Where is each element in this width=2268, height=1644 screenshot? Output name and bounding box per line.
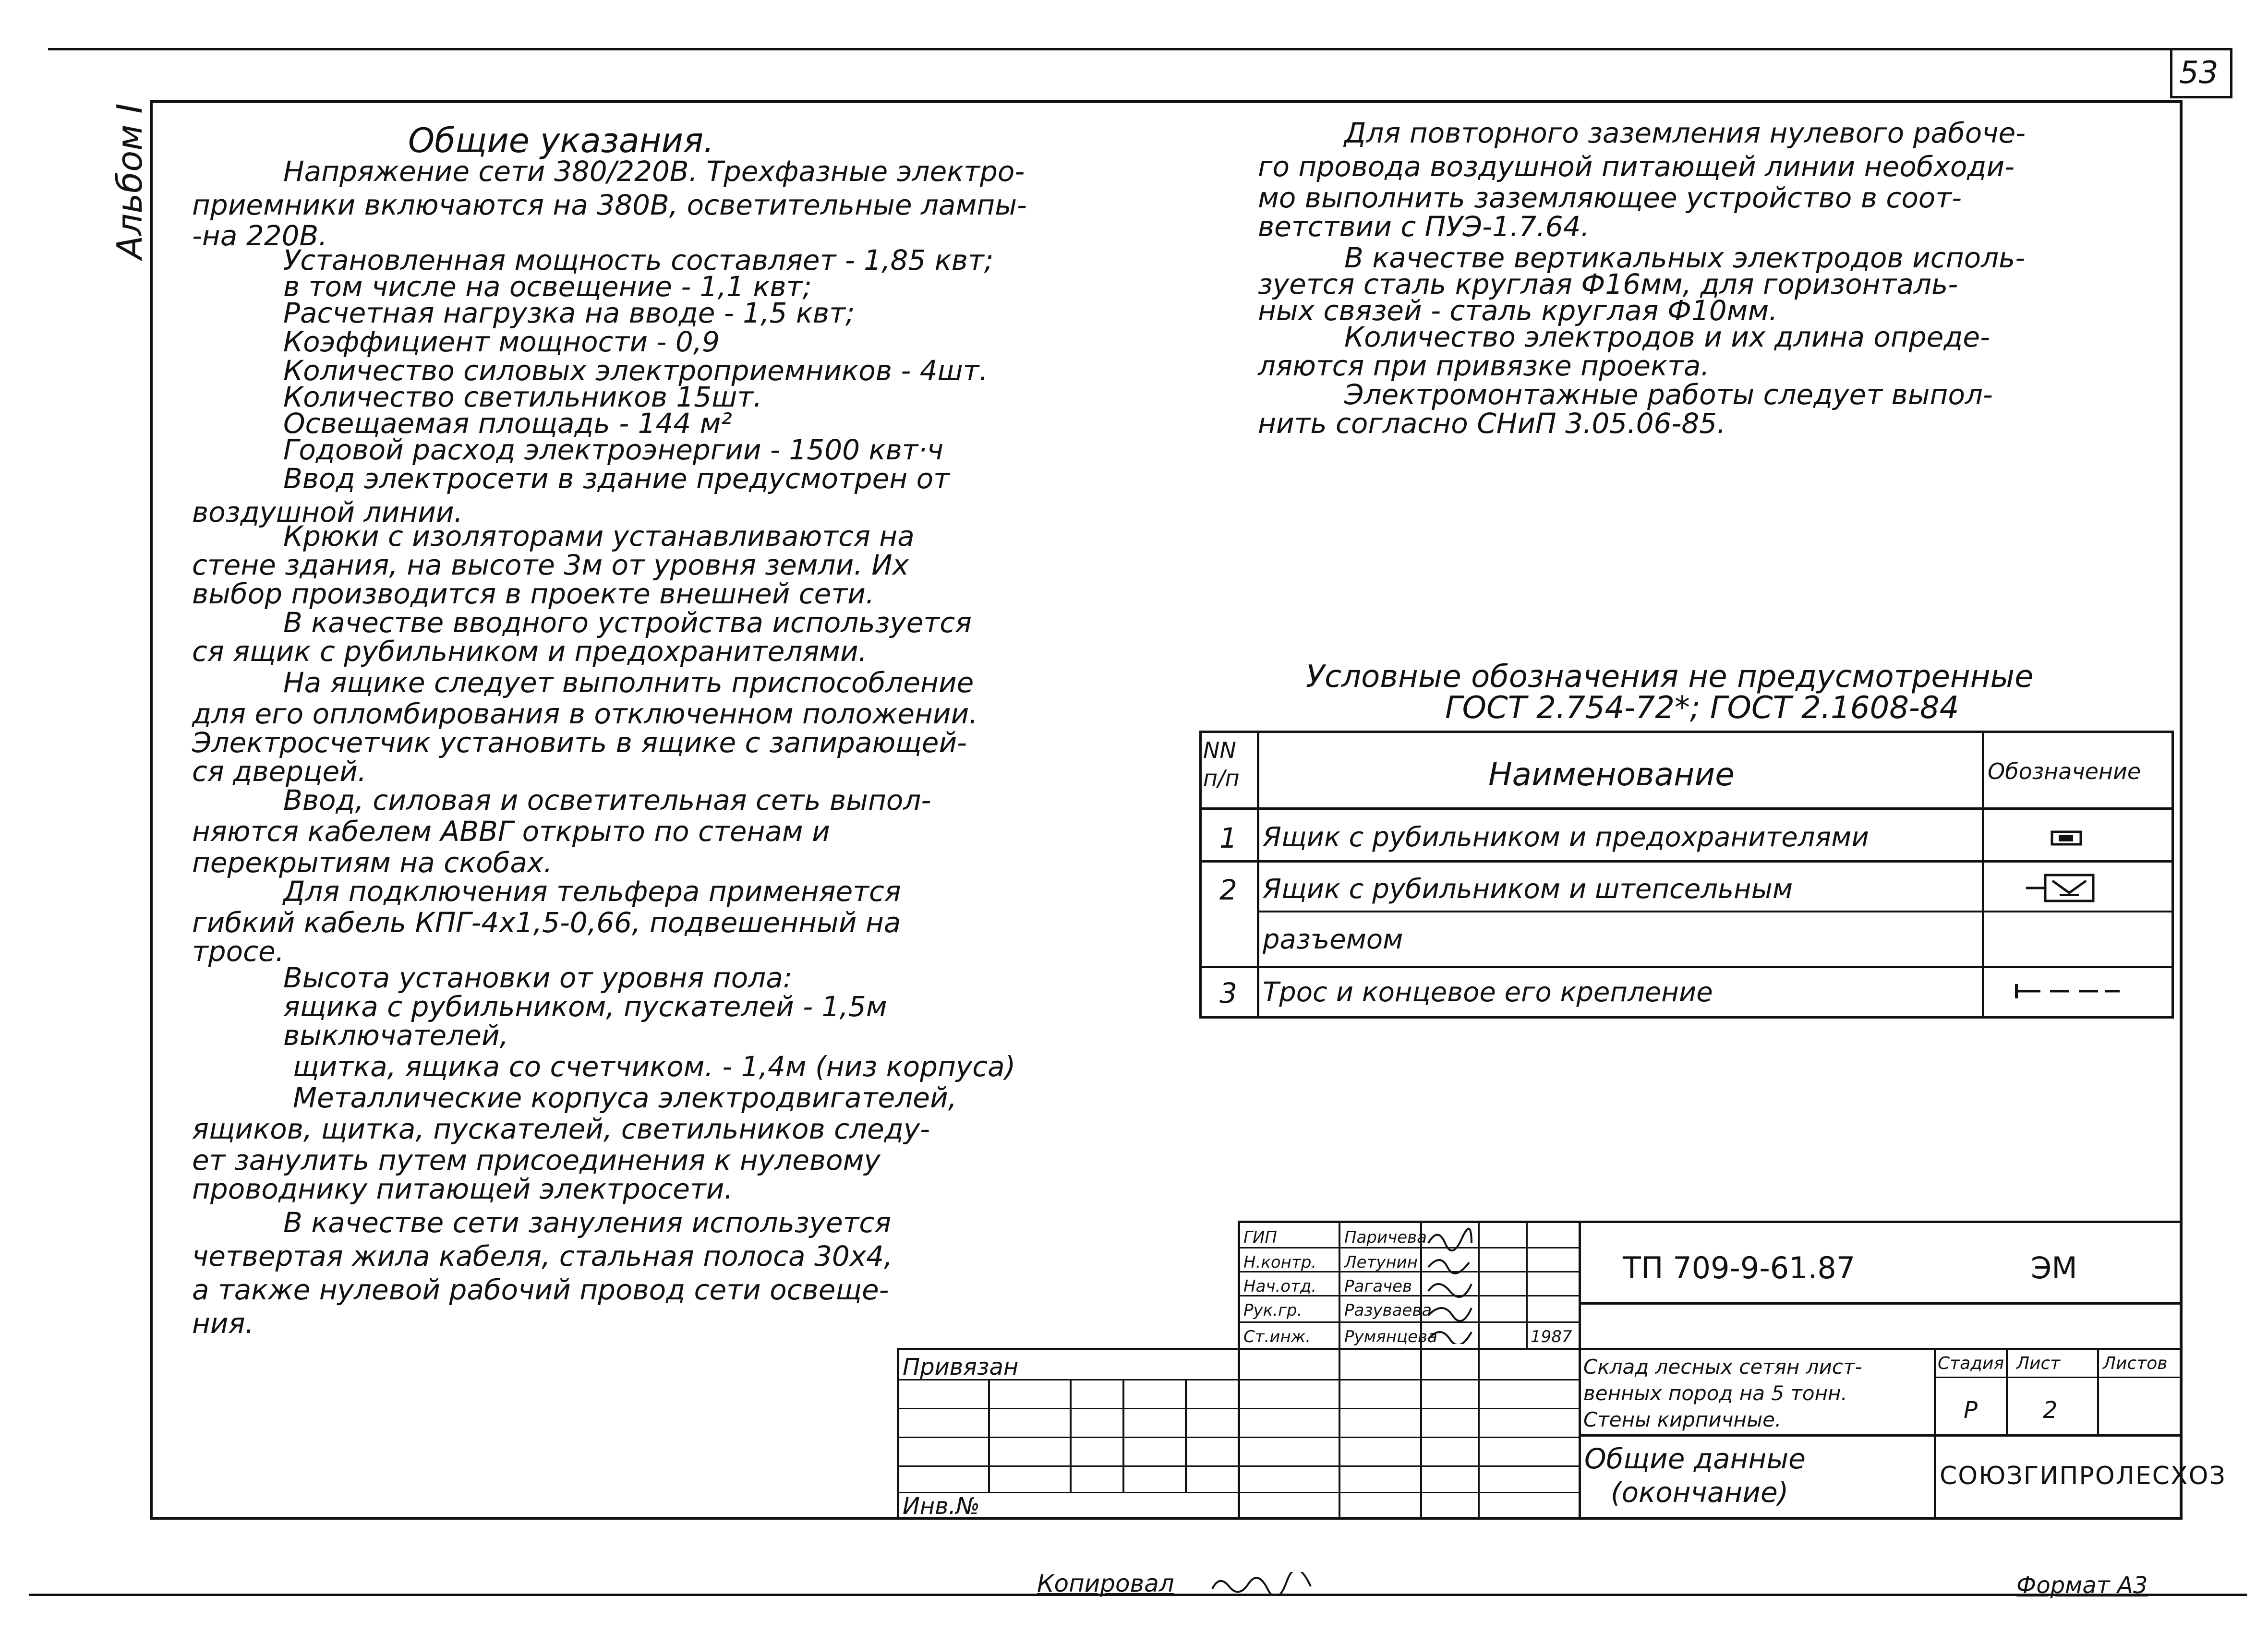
tb-row-line <box>1238 1321 1579 1323</box>
legend-row-divider <box>1199 860 2174 863</box>
signatures-icon <box>1424 1224 1476 1344</box>
legend-col-divider <box>1982 731 1984 1019</box>
legend-row-name: Трос и концевое его крепление <box>1263 977 1713 1008</box>
note-line: Расчетная нагрузка на вводе - 1,5 квт; <box>283 297 855 329</box>
tb-grid-line <box>1070 1379 1072 1492</box>
name-rukgr: Разуваева <box>1344 1301 1432 1320</box>
socket-box-symbol-icon <box>2026 871 2112 905</box>
note-line: в том числе на освещение - 1,1 квт; <box>283 270 812 303</box>
note-line: Ввод электросети в здание предусмотрен от <box>283 462 950 495</box>
privyazan-label: Привязан <box>903 1354 1019 1380</box>
doc-code: ТП 709-9-61.87 <box>1623 1250 1856 1285</box>
note-line: приемники включаются на 380В, осветительные лампы- <box>192 189 1027 221</box>
note-line: ящика с рубильником, пускателей - 1,5м <box>283 990 887 1023</box>
note-line: Количество электродов и их длина опреде- <box>1344 321 1991 353</box>
name-stinzh: Румянцева <box>1344 1327 1437 1346</box>
note-line: Установленная мощность составляет - 1,85 квт; <box>283 244 994 276</box>
note-line: воздушной линии. <box>192 496 463 528</box>
tb-grid-line <box>1420 1221 1422 1518</box>
note-line: четвертая жила кабеля, стальная полоса 30х4, <box>192 1240 893 1272</box>
album-label: Альбом I <box>109 103 150 259</box>
doc-mark: ЭМ <box>2031 1250 2077 1285</box>
note-line: Электросчетчик установить в ящике с запирающей- <box>192 726 967 759</box>
note-line: ет занулить путем присоединения к нулевому <box>192 1144 881 1176</box>
tb-grid-line <box>1339 1221 1340 1518</box>
legend-row-num: 3 <box>1219 977 1237 1009</box>
note-line: ветствии с ПУЭ-1.7.64. <box>1258 210 1590 243</box>
tb-grid-line <box>1579 1221 1581 1518</box>
note-line: ляются при привязке проекта. <box>1258 349 1710 382</box>
note-line: стене здания, на высоте 3м от уровня земли. Их <box>192 549 909 581</box>
tb-row-line <box>897 1437 1579 1438</box>
tb-top-line <box>1238 1221 2183 1223</box>
sheet-number-box <box>2170 48 2232 98</box>
format-label: Формат А3 <box>2016 1572 2148 1599</box>
legend-header-symbol: Обозначение <box>1988 758 2141 784</box>
sheet-value: 2 <box>2043 1397 2058 1424</box>
tb-privyazan-top <box>897 1348 2183 1350</box>
note-line: ния. <box>192 1307 254 1340</box>
note-line: В качестве вертикальных электродов исполь- <box>1344 241 2026 274</box>
note-line: Годовой расход электроэнергии - 1500 квт·ч <box>283 433 944 466</box>
tb-grid-line <box>1934 1348 1936 1518</box>
note-line: гибкий кабель КПГ-4х1,5-0,66, подвешенный на <box>192 906 901 939</box>
tb-grid-line <box>1185 1379 1187 1492</box>
top-trim-line <box>48 48 2180 50</box>
tb-row-line <box>897 1408 1579 1409</box>
note-line: перекрытиям на скобах. <box>192 846 553 879</box>
note-line: проводнику питающей электросети. <box>192 1173 733 1205</box>
legend-row-name: разъемом <box>1263 924 1403 955</box>
legend-header-name: Наименование <box>1488 756 1735 793</box>
role-rukgr: Рук.гр. <box>1243 1301 1303 1320</box>
sheet-label: Лист <box>2016 1354 2061 1373</box>
legend-title: Условные обозначения не предусмотренные <box>1306 659 2034 695</box>
legend-row-name: Ящик с рубильником и предохранителями <box>1263 822 1869 853</box>
note-line: Электромонтажные работы следует выпол- <box>1344 378 1993 411</box>
tb-grid-line <box>2097 1348 2099 1434</box>
name-gip: Паричева <box>1344 1228 1427 1247</box>
note-line: ся ящик с рубильником и предохранителями. <box>192 635 868 668</box>
note-line: няются кабелем АВВГ открыто по стенам и <box>192 815 830 848</box>
note-line: для его опломбирования в отключенном положении. <box>192 697 978 730</box>
note-line: а также нулевой рабочий провод сети освеще- <box>192 1273 889 1306</box>
legend-col-divider <box>1257 731 1259 1019</box>
role-stinzh: Ст.инж. <box>1243 1327 1311 1346</box>
note-line: тросе. <box>192 935 285 968</box>
tb-grid-line <box>1478 1221 1480 1518</box>
note-line: выключателей, <box>283 1019 509 1052</box>
stage-label: Стадия <box>1938 1354 2004 1373</box>
tb-row-line <box>897 1492 1579 1493</box>
cable-anchor-symbol-icon <box>2012 979 2122 1003</box>
note-line: Металлические корпуса электродвигателей, <box>293 1081 957 1114</box>
tb-grid-line <box>2006 1348 2008 1434</box>
legend-subtitle: ГОСТ 2.754-72*; ГОСТ 2.1608-84 <box>1445 690 1959 726</box>
note-line: Освещаемая площадь - 144 м² <box>283 407 732 440</box>
legend-header-num: NN п/п <box>1203 737 1240 791</box>
breaker-box-symbol-icon <box>2050 828 2084 847</box>
role-gip: ГИП <box>1243 1228 1277 1247</box>
legend-row-divider <box>1257 911 2174 912</box>
tb-row-line <box>897 1465 1579 1467</box>
note-line: Коэффициент мощности - 0,9 <box>283 325 720 358</box>
note-line: щитка, ящика со счетчиком. - 1,4м (низ корпуса) <box>293 1050 1016 1083</box>
legend-row-divider <box>1199 807 2174 810</box>
note-line: ся дверцей. <box>192 755 367 788</box>
tb-grid-line <box>1238 1221 1240 1518</box>
copier-signature-icon <box>1210 1572 1315 1596</box>
project-title-line: Стены кирпичные. <box>1583 1408 1782 1431</box>
name-nkontr: Летунин <box>1344 1253 1418 1272</box>
note-line: Количество светильников 15шт. <box>283 381 762 413</box>
tb-row-line <box>1579 1302 2183 1305</box>
inventory-label: Инв.№ <box>903 1493 980 1520</box>
note-line: Ввод, силовая и осветительная сеть выпол- <box>283 784 931 816</box>
drawing-title-line: Общие данные <box>1584 1442 1806 1475</box>
role-nkontr: Н.контр. <box>1243 1253 1317 1272</box>
note-line: Для подключения тельфера применяется <box>283 875 901 908</box>
note-line: ящиков, щитка, пускателей, светильников следу- <box>192 1113 930 1145</box>
note-line: Напряжение сети 380/220В. Трехфазные электро- <box>283 155 1025 188</box>
year: 1987 <box>1531 1327 1572 1346</box>
tb-row-line <box>1579 1434 2183 1437</box>
organization: СОЮЗГИПРОЛЕСХОЗ <box>1940 1462 2226 1490</box>
legend-row-name: Ящик с рубильником и штепсельным <box>1263 874 1793 905</box>
note-line: В качестве вводного устройства используется <box>283 606 972 639</box>
tb-grid-line <box>1526 1221 1528 1348</box>
note-line: На ящике следует выполнить приспособление <box>283 666 974 699</box>
copied-by-label: Копировал <box>1037 1570 1174 1597</box>
note-line: Высота установки от уровня пола: <box>283 961 793 994</box>
legend-row-num: 2 <box>1219 874 1237 906</box>
general-notes-heading: Общие указания. <box>408 121 714 160</box>
tb-grid-line <box>1122 1379 1124 1492</box>
note-line: В качестве сети зануления используется <box>283 1206 892 1239</box>
drawing-title-line: (окончание) <box>1611 1476 1789 1509</box>
project-title-line: Склад лесных сетян лист- <box>1583 1355 1862 1379</box>
sheet-number: 53 <box>2179 55 2219 91</box>
legend-row-num: 1 <box>1219 822 1237 854</box>
note-line: мо выполнить заземляющее устройство в соот- <box>1258 181 1962 214</box>
note-line: зуется сталь круглая Ф16мм, для горизонталь- <box>1258 268 1958 300</box>
note-line: го провода воздушной питающей линии необходи- <box>1258 150 2015 183</box>
note-line: Для повторного заземления нулевого рабоче- <box>1344 117 2026 149</box>
note-line: Крюки с изоляторами устанавливаются на <box>283 520 915 552</box>
tb-row-line <box>1934 1377 2183 1378</box>
legend-row-divider <box>1199 966 2174 968</box>
tb-grid-line <box>988 1379 990 1492</box>
project-title-line: венных пород на 5 тонн. <box>1583 1381 1847 1405</box>
note-line: -на 220В. <box>192 219 327 252</box>
sheets-label: Листов <box>2103 1354 2168 1373</box>
note-line: ных связей - сталь круглая Ф10мм. <box>1258 294 1778 327</box>
tb-row-line <box>1238 1247 1579 1248</box>
note-line: выбор производится в проекте внешней сети. <box>192 577 875 610</box>
note-line: Количество силовых электроприемников - 4шт. <box>283 354 988 387</box>
name-nachotd: Рагачев <box>1344 1277 1412 1296</box>
note-line: нить согласно СНиП 3.05.06-85. <box>1258 407 1726 440</box>
role-nachotd: Нач.отд. <box>1243 1277 1317 1296</box>
stage-value: Р <box>1964 1397 1978 1424</box>
